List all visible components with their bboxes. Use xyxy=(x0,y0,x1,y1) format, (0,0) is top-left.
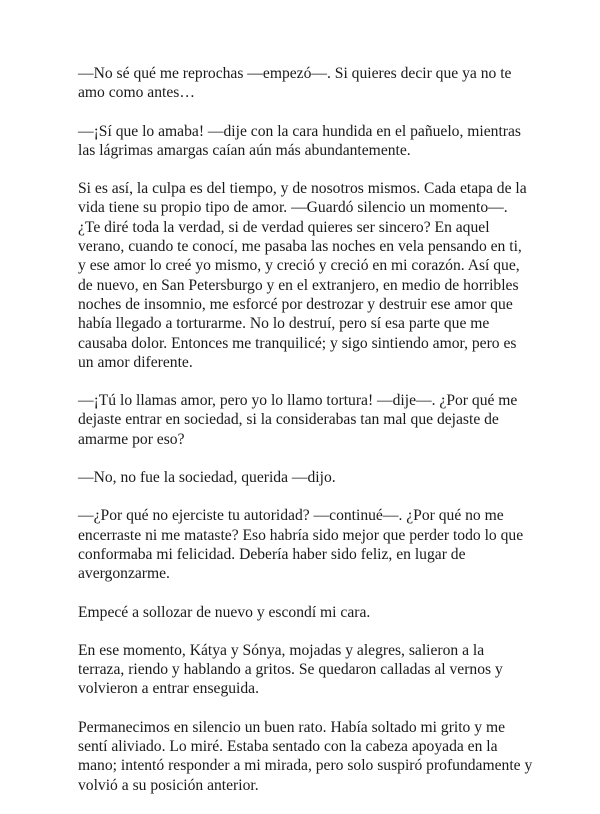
paragraph: —¡Tú lo llamas amor, pero yo lo llamo tortura! —dije—. ¿Por qué me dejaste entrar en sociedad, si la considerabas tan mal que dejaste de amarme por eso? xyxy=(78,392,518,448)
paragraph: En ese momento, Kátya y Sónya, mojadas y alegres, salieron a la terraza, riendo y hablando a gritos. Se quedaron calladas al vernos y volvieron a entrar enseguida. xyxy=(78,641,503,698)
paragraph: —No sé qué me reprochas —empezó—. Si quieres decir que ya no te amo como antes… xyxy=(78,65,512,102)
paragraph: —¡Sí que lo amaba! —dije con la cara hundida en el pañuelo, mientras las lágrimas amargas caían aún más abundantemente. xyxy=(78,122,521,159)
document-page xyxy=(78,64,533,814)
paragraph: Permanecimos en silencio un buen rato. Había soltado mi grito y me sentí aliviado. Lo miré. Estaba sentado con la cabeza apoyada en la mano; intentó responder a mi mirada, pero solo suspiró profundamente y volvió a su posición anterior. xyxy=(78,718,533,794)
paragraph: Empecé a sollozar de nuevo y escondí mi cara. xyxy=(78,603,371,621)
paragraph: —¿Por qué no ejerciste tu autoridad? —continué—. ¿Por qué no me encerraste ni me mataste? Eso habría sido mejor que perder todo lo que conformaba mi felicidad. Debería haber sido feliz, en lugar de avergonzarme. xyxy=(78,507,524,583)
paragraph: —No, no fue la sociedad, querida —dijo. xyxy=(78,469,336,487)
paragraph: Si es así, la culpa es del tiempo, y de nosotros mismos. Cada etapa de la vida tiene su propio tipo de amor. —Guardó silencio un momento—. ¿Te diré toda la verdad, si de verdad quieres ser sincero? En aquel verano, cuando te conocí, me pasaba las noches en vela pensando en ti, y ese amor lo creé yo mismo, y creció y creció en mi corazón. Así que, de nuevo, en San Petersburgo y en el extranjero, en medio de horribles noches de insomnio, me esforcé por destrozar y destruir ese amor que había llegado a torturarme. No lo destruí, pero sí esa parte que me causaba dolor. Entonces me tranquilicé; y sigo sintiendo amor, pero es un amor diferente. xyxy=(78,180,527,371)
